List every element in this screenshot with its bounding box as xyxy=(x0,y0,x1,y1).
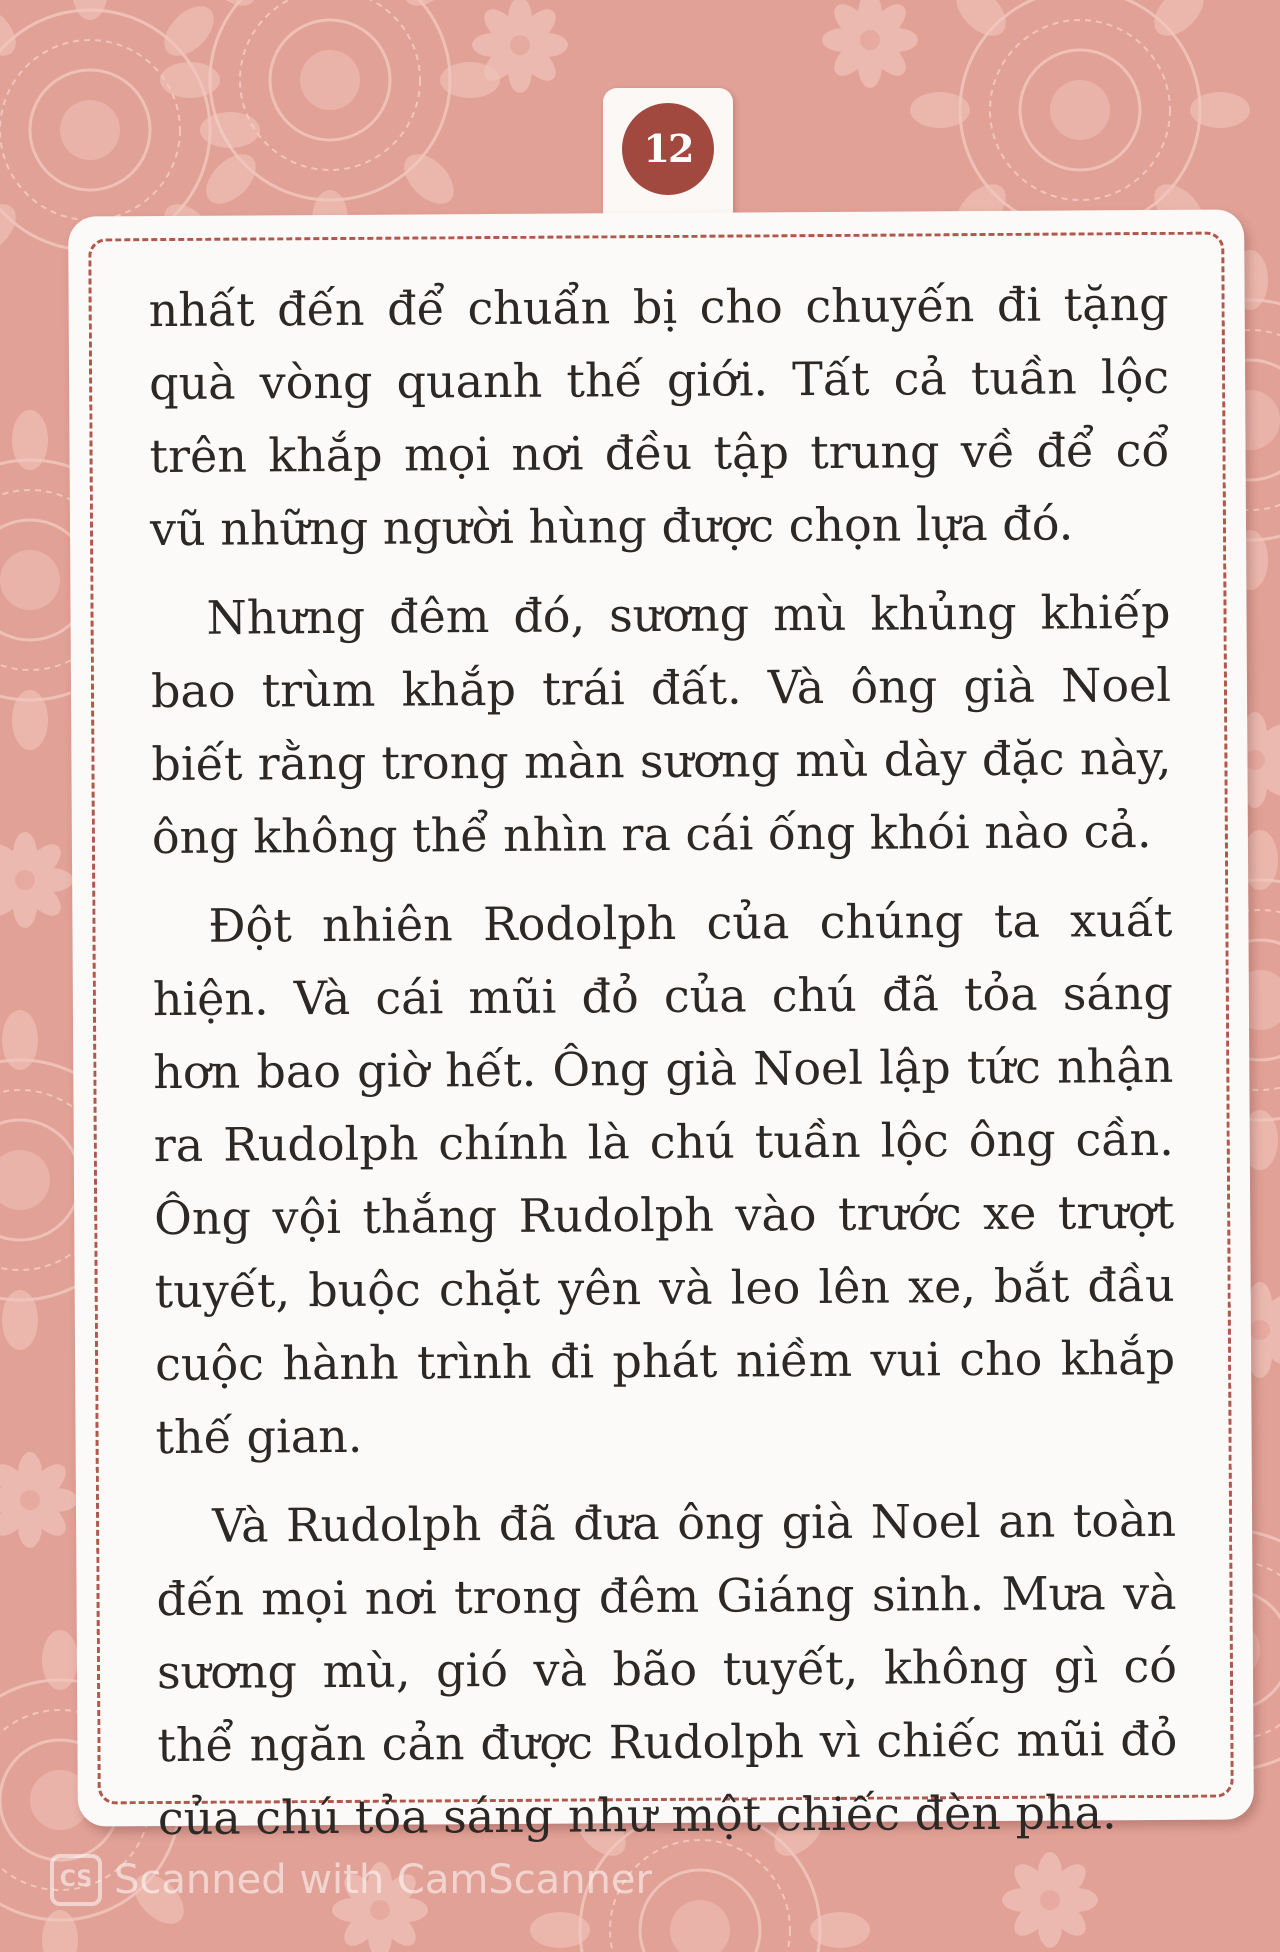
camscanner-watermark xyxy=(50,1850,652,1910)
page-number: 12 xyxy=(622,103,714,195)
camscanner-logo-icon: CS xyxy=(50,1854,102,1906)
paragraph-1: nhất đến để chuẩn bị cho chuyến đi tặng quà vòng quanh thế giới. Tất cả tuần lộc trên khắp mọi nơi đều tập trung về để cổ vũ những người hùng được chọn lựa đó. xyxy=(148,276,1170,557)
watermark-text: Scanned with CamScanner xyxy=(114,1857,652,1903)
paragraph-3: Đột nhiên Rodolph của chúng ta xuất hiện. Và cái mũi đỏ của chú đã tỏa sáng hơn bao giờ hết. Ông già Noel lập tức nhận ra Rudolph chính là chú tuần lộc ông cần. Ông vội thắng Rudolph vào trước xe trượt tuyết, buộc chặt yên và leo lên xe, bắt đầu cuộc hành trình đi phát niềm vui cho khắp thế gian. xyxy=(152,892,1176,1465)
story-card xyxy=(68,209,1254,1846)
paragraph-4: Và Rudolph đã đưa ông già Noel an toàn đến mọi nơi trong đêm Giáng sinh. Mưa và sương mù, gió và bão tuyết, không gì có thể ngăn cản được Rudolph vì chiếc mũi đỏ của chú tỏa sáng như một chiếc đèn pha. xyxy=(156,1492,1178,1846)
paragraph-2: Nhưng đêm đó, sương mù khủng khiếp bao trùm khắp trái đất. Và ông già Noel biết rằng trong màn sương mù dày đặc này, ông không thể nhìn ra cái ống khói nào cả. xyxy=(150,584,1172,865)
story-text xyxy=(148,268,1178,1871)
